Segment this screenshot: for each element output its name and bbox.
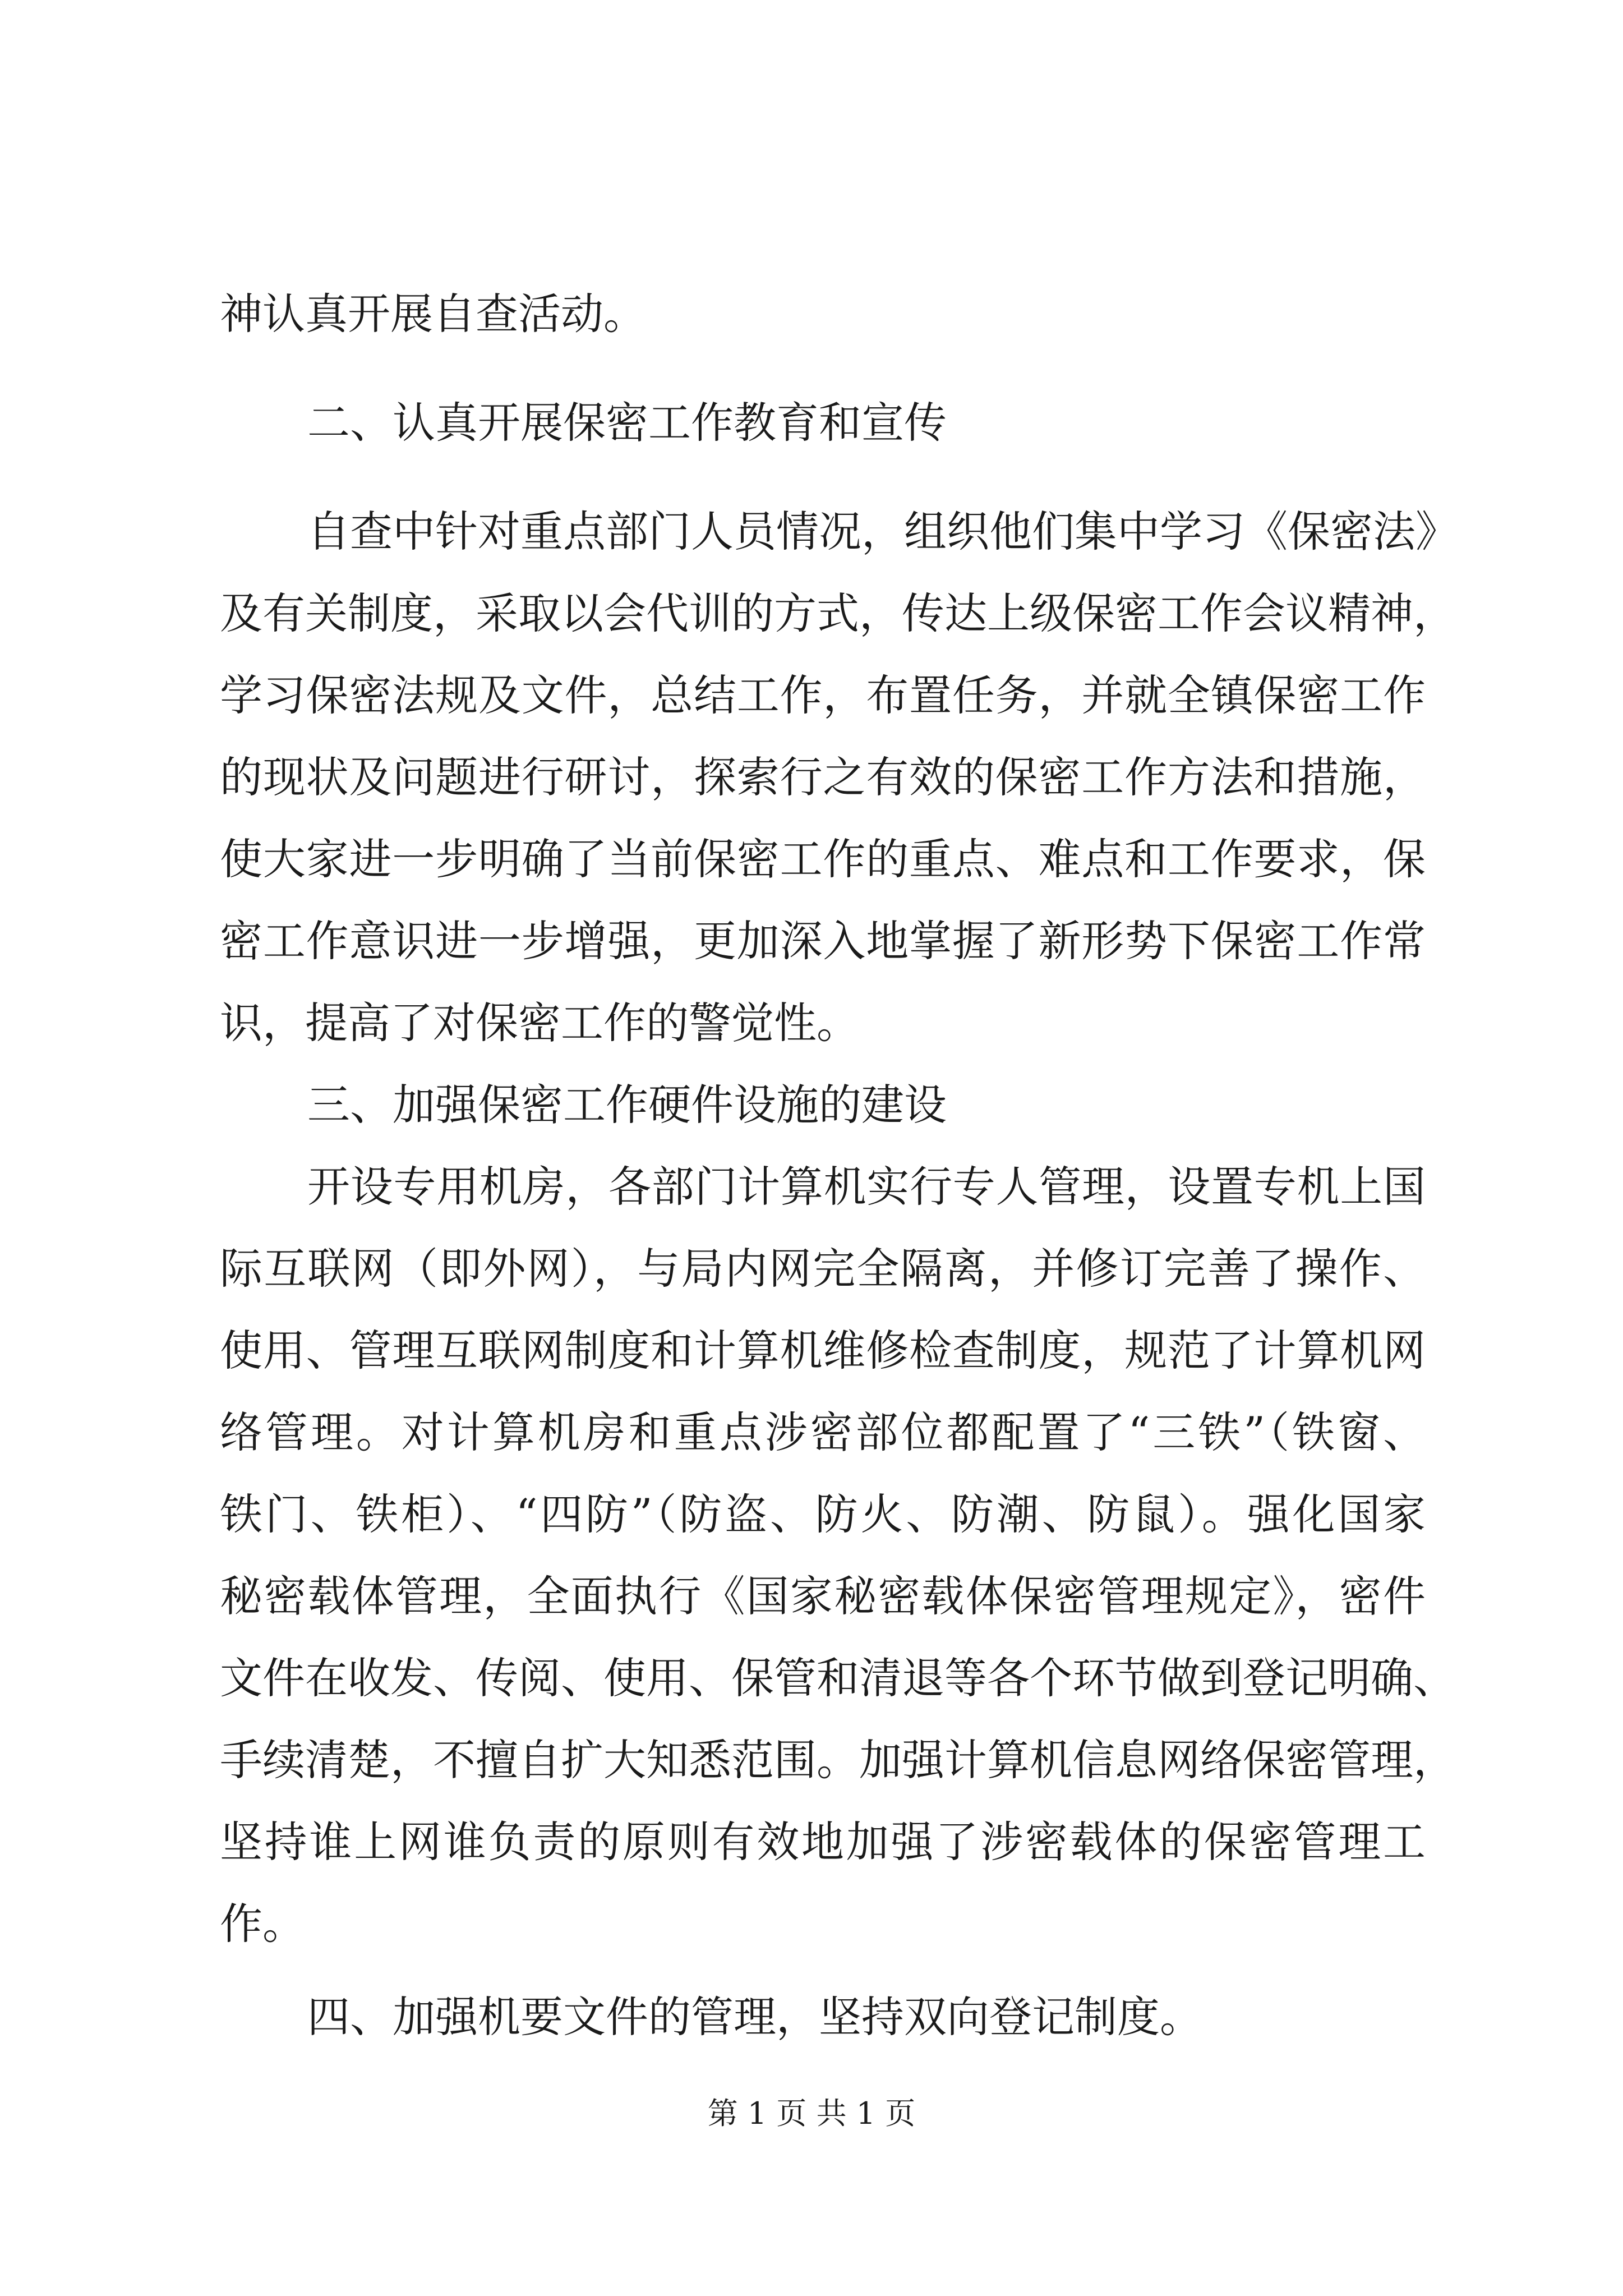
section-heading-3: 三、加强保密工作硬件设施的建设: [307, 1080, 947, 1130]
paragraph-line: 秘密载体管理，全面执行《国家秘密载体保密管理规定》，密件: [220, 1571, 1426, 1621]
paragraph-line: 及有关制度，采取以会代训的方式，传达上级保密工作会议精神，: [220, 588, 1456, 638]
paragraph-line: 手续清楚，不擅自扩大知悉范围。加强计算机信息网络保密管理，: [220, 1735, 1456, 1785]
paragraph-line: 作。: [220, 1899, 305, 1949]
section-heading-4: 四、加强机要文件的管理，坚持双向登记制度。: [307, 1992, 1202, 2042]
paragraph-line: 铁门、铁柜）、“四防”（防盗、防火、防潮、防鼠）。强化国家: [220, 1489, 1426, 1539]
paragraph-line: 坚持谁上网谁负责的原则有效地加强了涉密载体的保密管理工: [220, 1817, 1426, 1867]
paragraph-line: 文件在收发、传阅、使用、保管和清退等各个环节做到登记明确、: [220, 1653, 1456, 1703]
paragraph-line: 学习保密法规及文件，总结工作，布置任务，并就全镇保密工作: [220, 670, 1426, 720]
page-number-footer: 第 1 页 共 1 页: [707, 2096, 916, 2131]
paragraph-line: 使大家进一步明确了当前保密工作的重点、难点和工作要求，保: [220, 834, 1426, 884]
paragraph-line: 识，提高了对保密工作的警觉性。: [220, 998, 859, 1048]
paragraph-line: 开设专用机房，各部门计算机实行专人管理，设置专机上国: [307, 1162, 1426, 1212]
paragraph-line: 密工作意识进一步增强，更加深入地掌握了新形势下保密工作常: [220, 916, 1426, 966]
paragraph-line: 神认真开展自查活动。: [220, 289, 646, 339]
paragraph-line: 使用、管理互联网制度和计算机维修检查制度，规范了计算机网: [220, 1326, 1426, 1375]
section-heading-2: 二、认真开展保密工作教育和宣传: [307, 398, 947, 448]
paragraph-line: 自查中针对重点部门人员情况，组织他们集中学习《保密法》: [307, 507, 1458, 556]
paragraph-line: 络管理。对计算机房和重点涉密部位都配置了“三铁”（铁窗、: [220, 1407, 1426, 1457]
paragraph-line: 际互联网（即外网），与局内网完全隔离，并修订完善了操作、: [220, 1244, 1426, 1294]
paragraph-line: 的现状及问题进行研讨，探索行之有效的保密工作方法和措施，: [220, 752, 1426, 802]
